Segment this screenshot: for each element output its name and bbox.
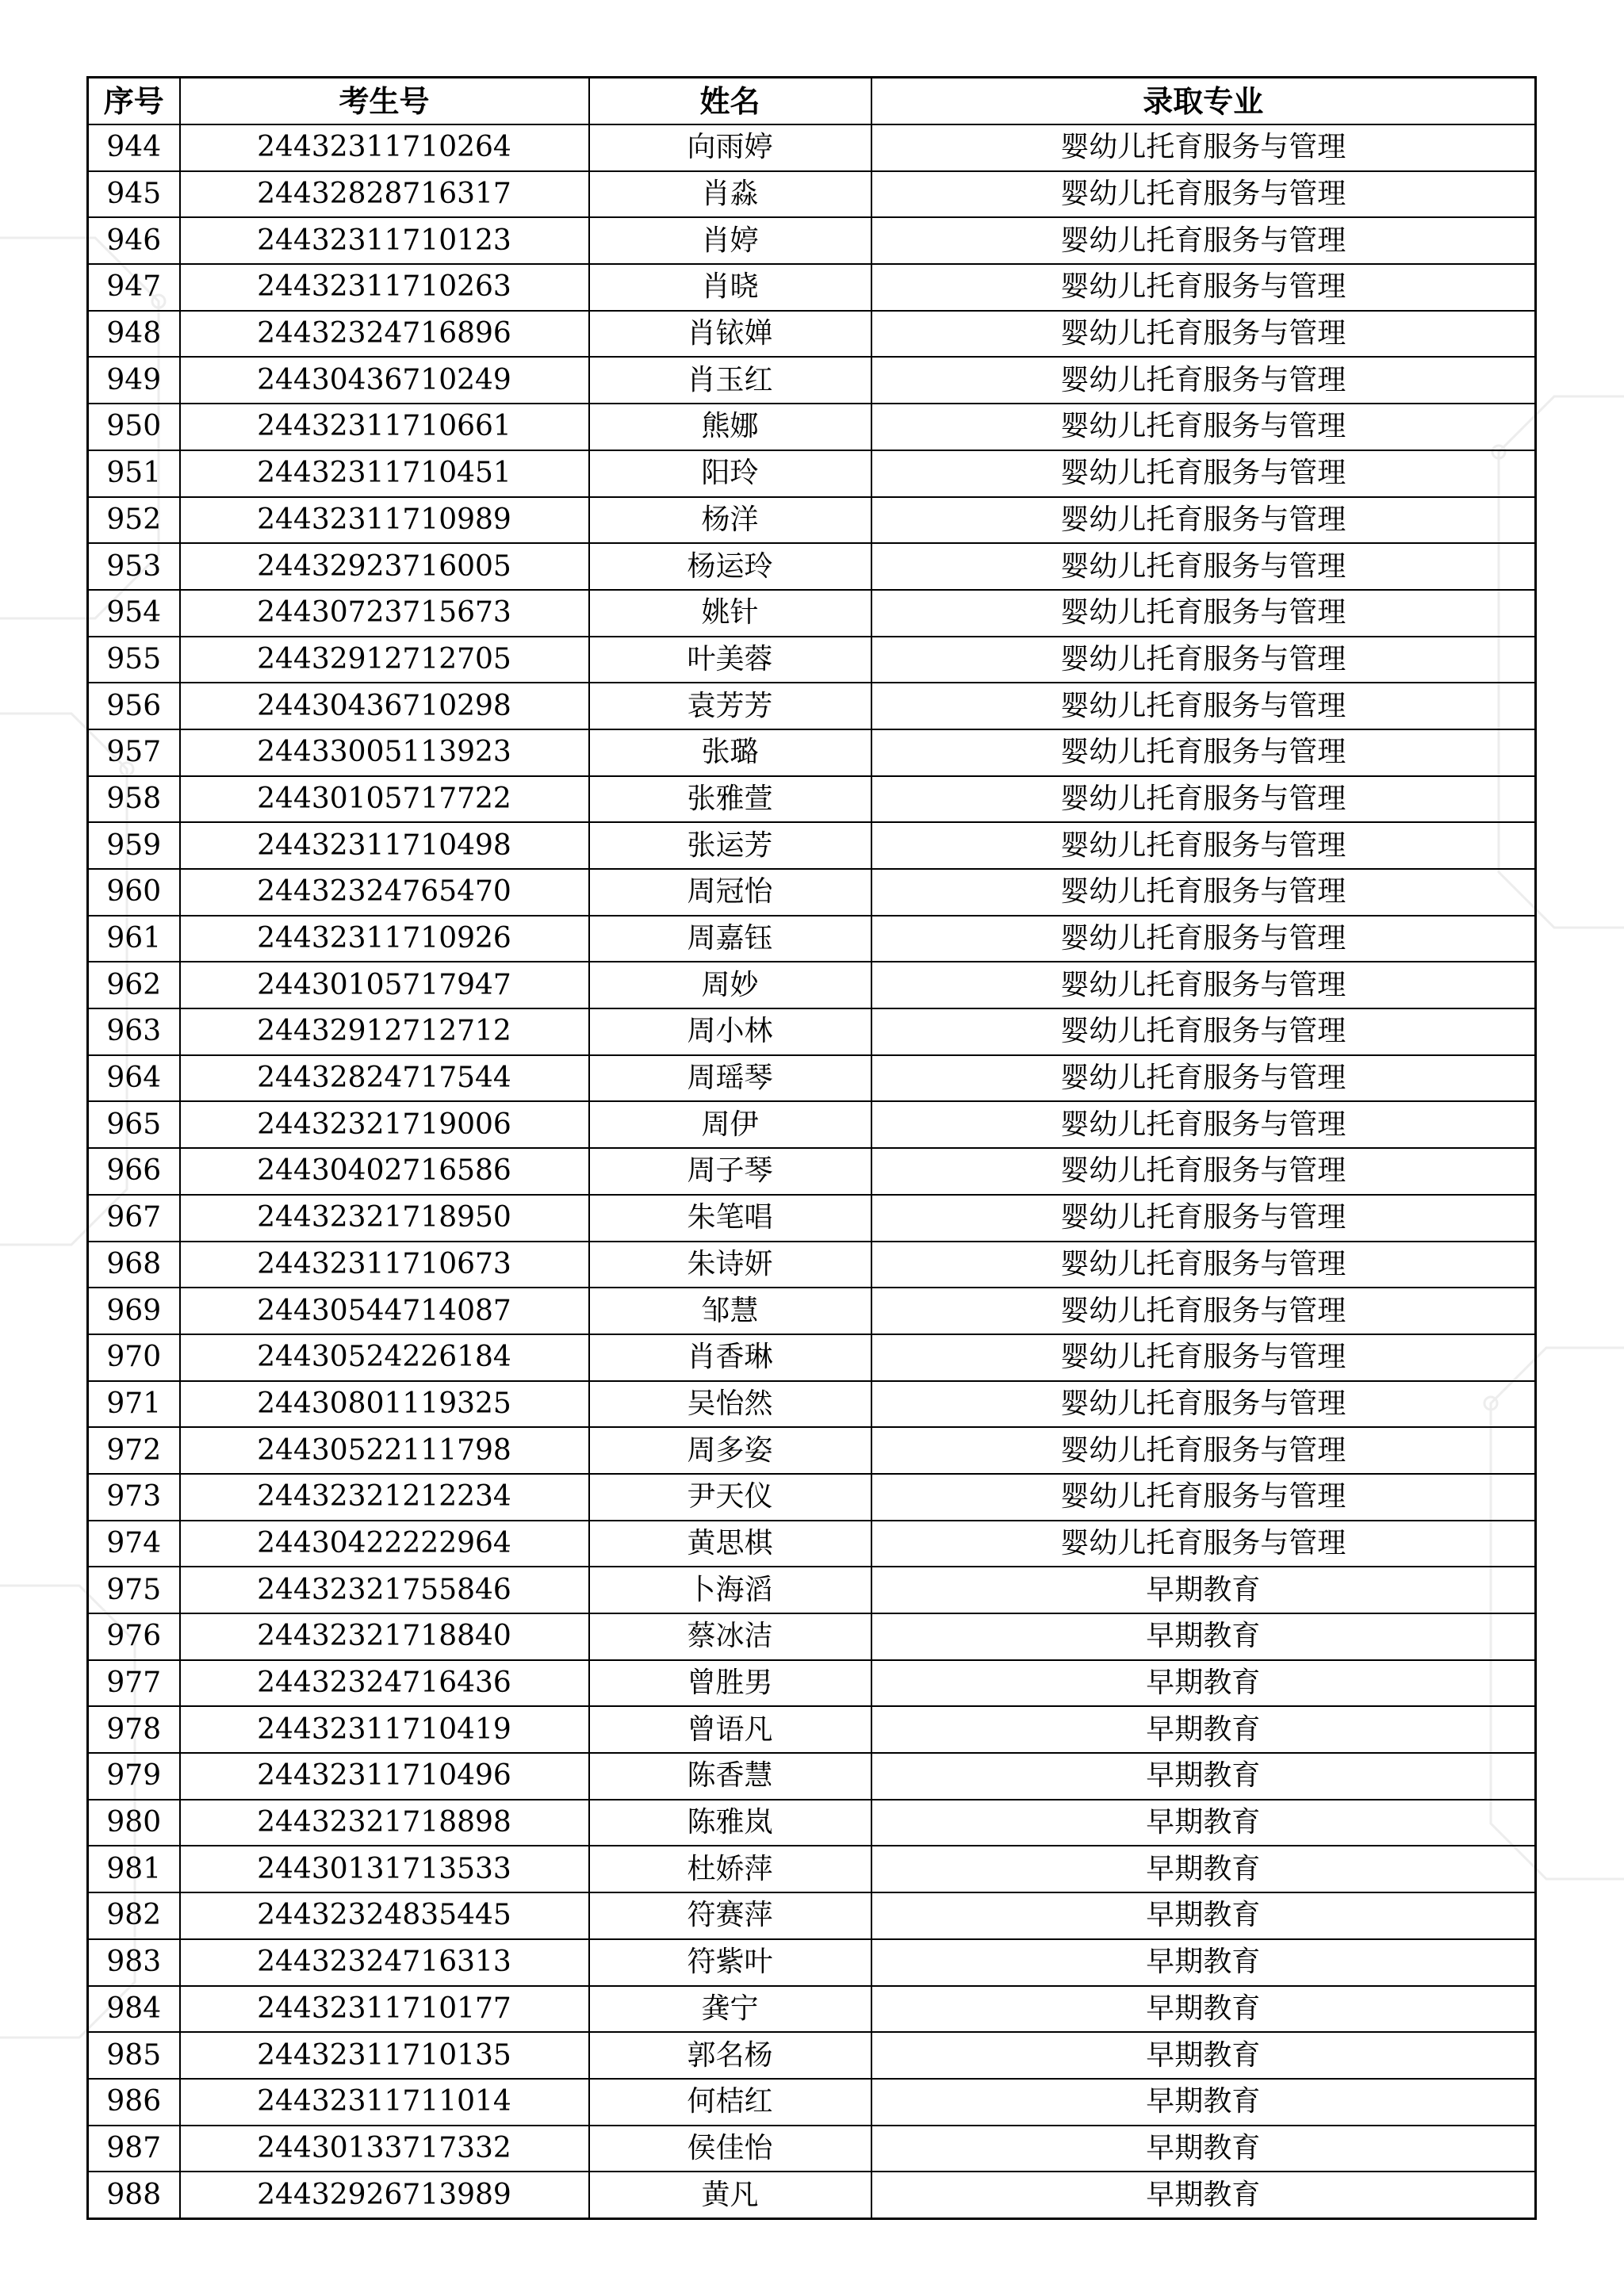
- name-cell: 叶美蓉: [589, 637, 871, 683]
- major-cell: 婴幼儿托育服务与管理: [871, 1242, 1536, 1288]
- serial-cell: 944: [88, 124, 180, 171]
- name-cell: 熊娜: [589, 404, 871, 450]
- exam-number-cell: 24432324835445: [180, 1892, 589, 1939]
- name-cell: 符赛萍: [589, 1892, 871, 1939]
- header-serial: 序号: [88, 78, 180, 125]
- serial-cell: 953: [88, 543, 180, 590]
- table-row: [88, 450, 1536, 497]
- exam-number-cell: 24430524226184: [180, 1334, 589, 1381]
- name-cell: 周子琴: [589, 1148, 871, 1195]
- major-cell: 婴幼儿托育服务与管理: [871, 217, 1536, 264]
- exam-number-cell: 24430131713533: [180, 1846, 589, 1892]
- name-cell: 张璐: [589, 729, 871, 776]
- major-cell: 婴幼儿托育服务与管理: [871, 1101, 1536, 1148]
- table-row: [88, 2079, 1536, 2126]
- table-row: [88, 1101, 1536, 1148]
- serial-cell: 984: [88, 1986, 180, 2033]
- exam-number-cell: 24432321212234: [180, 1474, 589, 1521]
- serial-cell: 976: [88, 1613, 180, 1660]
- name-cell: 张雅萱: [589, 776, 871, 823]
- table-row: [88, 1148, 1536, 1195]
- serial-cell: 958: [88, 776, 180, 823]
- table-row: [88, 2032, 1536, 2079]
- major-cell: 早期教育: [871, 2032, 1536, 2079]
- table-row: [88, 916, 1536, 962]
- name-cell: 阳玲: [589, 450, 871, 497]
- name-cell: 张运芳: [589, 822, 871, 869]
- table-row: [88, 2126, 1536, 2172]
- major-cell: 早期教育: [871, 1939, 1536, 1986]
- major-cell: 婴幼儿托育服务与管理: [871, 822, 1536, 869]
- exam-number-cell: 24432828716317: [180, 171, 589, 218]
- table-row: [88, 2172, 1536, 2218]
- table-row: [88, 637, 1536, 683]
- major-cell: 婴幼儿托育服务与管理: [871, 869, 1536, 916]
- serial-cell: 966: [88, 1148, 180, 1195]
- major-cell: 婴幼儿托育服务与管理: [871, 590, 1536, 637]
- serial-cell: 969: [88, 1288, 180, 1334]
- major-cell: 婴幼儿托育服务与管理: [871, 1195, 1536, 1242]
- name-cell: 何桔红: [589, 2079, 871, 2126]
- major-cell: 早期教育: [871, 2126, 1536, 2172]
- table-row: [88, 497, 1536, 544]
- major-cell: 婴幼儿托育服务与管理: [871, 1334, 1536, 1381]
- exam-number-cell: 24432311710496: [180, 1753, 589, 1800]
- serial-cell: 974: [88, 1521, 180, 1567]
- major-cell: 婴幼儿托育服务与管理: [871, 1055, 1536, 1102]
- major-cell: 婴幼儿托育服务与管理: [871, 916, 1536, 962]
- exam-number-cell: 24432311710451: [180, 450, 589, 497]
- name-cell: 肖香琳: [589, 1334, 871, 1381]
- name-cell: 曾胜男: [589, 1660, 871, 1707]
- exam-number-cell: 24432324716313: [180, 1939, 589, 1986]
- serial-cell: 947: [88, 264, 180, 311]
- major-cell: 早期教育: [871, 1892, 1536, 1939]
- table-row: [88, 217, 1536, 264]
- serial-cell: 957: [88, 729, 180, 776]
- table-row: [88, 1753, 1536, 1800]
- table-row: [88, 404, 1536, 450]
- header-major: 录取专业: [871, 78, 1536, 125]
- serial-cell: 981: [88, 1846, 180, 1892]
- table-row: [88, 822, 1536, 869]
- name-cell: 杨洋: [589, 497, 871, 544]
- exam-number-cell: 24432311710135: [180, 2032, 589, 2079]
- exam-number-cell: 24432311711014: [180, 2079, 589, 2126]
- exam-number-cell: 24430105717722: [180, 776, 589, 823]
- serial-cell: 956: [88, 683, 180, 729]
- serial-cell: 951: [88, 450, 180, 497]
- exam-number-cell: 24430133717332: [180, 2126, 589, 2172]
- major-cell: 早期教育: [871, 1660, 1536, 1707]
- serial-cell: 975: [88, 1567, 180, 1613]
- exam-number-cell: 24432324716896: [180, 311, 589, 358]
- name-cell: 肖婷: [589, 217, 871, 264]
- major-cell: 婴幼儿托育服务与管理: [871, 962, 1536, 1008]
- serial-cell: 965: [88, 1101, 180, 1148]
- major-cell: 婴幼儿托育服务与管理: [871, 729, 1536, 776]
- exam-number-cell: 24432311710419: [180, 1706, 589, 1753]
- table-row: [88, 1381, 1536, 1428]
- serial-cell: 967: [88, 1195, 180, 1242]
- table-row: [88, 264, 1536, 311]
- major-cell: 婴幼儿托育服务与管理: [871, 264, 1536, 311]
- serial-cell: 985: [88, 2032, 180, 2079]
- major-cell: 早期教育: [871, 1567, 1536, 1613]
- major-cell: 婴幼儿托育服务与管理: [871, 311, 1536, 358]
- serial-cell: 977: [88, 1660, 180, 1707]
- exam-number-cell: 24432311710661: [180, 404, 589, 450]
- name-cell: 黄凡: [589, 2172, 871, 2218]
- name-cell: 邹慧: [589, 1288, 871, 1334]
- table-row: [88, 776, 1536, 823]
- table-row: [88, 357, 1536, 404]
- serial-cell: 960: [88, 869, 180, 916]
- table-row: [88, 543, 1536, 590]
- major-cell: 早期教育: [871, 2079, 1536, 2126]
- major-cell: 婴幼儿托育服务与管理: [871, 497, 1536, 544]
- serial-cell: 950: [88, 404, 180, 450]
- exam-number-cell: 24430522111798: [180, 1427, 589, 1474]
- serial-cell: 987: [88, 2126, 180, 2172]
- exam-number-cell: 24430402716586: [180, 1148, 589, 1195]
- exam-number-cell: 24432912712705: [180, 637, 589, 683]
- major-cell: 婴幼儿托育服务与管理: [871, 1008, 1536, 1055]
- major-cell: 早期教育: [871, 1846, 1536, 1892]
- name-cell: 符紫叶: [589, 1939, 871, 1986]
- exam-number-cell: 24430436710249: [180, 357, 589, 404]
- exam-number-cell: 24432311710123: [180, 217, 589, 264]
- major-cell: 早期教育: [871, 1753, 1536, 1800]
- admission-list-sheet: [86, 76, 1534, 2220]
- major-cell: 婴幼儿托育服务与管理: [871, 1474, 1536, 1521]
- exam-number-cell: 24432311710264: [180, 124, 589, 171]
- name-cell: 吴怡然: [589, 1381, 871, 1428]
- major-cell: 婴幼儿托育服务与管理: [871, 357, 1536, 404]
- major-cell: 早期教育: [871, 1613, 1536, 1660]
- table-row: [88, 1427, 1536, 1474]
- serial-cell: 961: [88, 916, 180, 962]
- name-cell: 周伊: [589, 1101, 871, 1148]
- table-row: [88, 729, 1536, 776]
- serial-cell: 954: [88, 590, 180, 637]
- serial-cell: 973: [88, 1474, 180, 1521]
- table-header-row: [88, 78, 1536, 125]
- major-cell: 婴幼儿托育服务与管理: [871, 776, 1536, 823]
- exam-number-cell: 24433005113923: [180, 729, 589, 776]
- name-cell: 肖晓: [589, 264, 871, 311]
- serial-cell: 948: [88, 311, 180, 358]
- table-row: [88, 962, 1536, 1008]
- name-cell: 向雨婷: [589, 124, 871, 171]
- name-cell: 肖铱婵: [589, 311, 871, 358]
- table-row: [88, 1055, 1536, 1102]
- table-body: [88, 124, 1536, 2218]
- name-cell: 龚宁: [589, 1986, 871, 2033]
- table-row: [88, 1242, 1536, 1288]
- serial-cell: 972: [88, 1427, 180, 1474]
- table-row: [88, 1846, 1536, 1892]
- major-cell: 婴幼儿托育服务与管理: [871, 450, 1536, 497]
- exam-number-cell: 24430544714087: [180, 1288, 589, 1334]
- major-cell: 婴幼儿托育服务与管理: [871, 171, 1536, 218]
- name-cell: 周冠怡: [589, 869, 871, 916]
- table-row: [88, 1334, 1536, 1381]
- serial-cell: 964: [88, 1055, 180, 1102]
- table-row: [88, 1195, 1536, 1242]
- major-cell: 婴幼儿托育服务与管理: [871, 1427, 1536, 1474]
- serial-cell: 945: [88, 171, 180, 218]
- name-cell: 黄思棋: [589, 1521, 871, 1567]
- exam-number-cell: 24432926713989: [180, 2172, 589, 2218]
- major-cell: 婴幼儿托育服务与管理: [871, 637, 1536, 683]
- exam-number-cell: 24432912712712: [180, 1008, 589, 1055]
- table-row: [88, 171, 1536, 218]
- exam-number-cell: 24432321755846: [180, 1567, 589, 1613]
- exam-number-cell: 24430422222964: [180, 1521, 589, 1567]
- serial-cell: 986: [88, 2079, 180, 2126]
- table-row: [88, 1939, 1536, 1986]
- table-row: [88, 1800, 1536, 1846]
- name-cell: 肖淼: [589, 171, 871, 218]
- table-row: [88, 1986, 1536, 2033]
- exam-number-cell: 24432321718840: [180, 1613, 589, 1660]
- exam-number-cell: 24430436710298: [180, 683, 589, 729]
- exam-number-cell: 24432321718898: [180, 1800, 589, 1846]
- table-row: [88, 1521, 1536, 1567]
- major-cell: 婴幼儿托育服务与管理: [871, 124, 1536, 171]
- exam-number-cell: 24432321718950: [180, 1195, 589, 1242]
- serial-cell: 968: [88, 1242, 180, 1288]
- major-cell: 婴幼儿托育服务与管理: [871, 1148, 1536, 1195]
- serial-cell: 979: [88, 1753, 180, 1800]
- header-name: 姓名: [589, 78, 871, 125]
- exam-number-cell: 24432311710263: [180, 264, 589, 311]
- major-cell: 婴幼儿托育服务与管理: [871, 1381, 1536, 1428]
- table-row: [88, 869, 1536, 916]
- serial-cell: 962: [88, 962, 180, 1008]
- table-row: [88, 311, 1536, 358]
- serial-cell: 955: [88, 637, 180, 683]
- exam-number-cell: 24432324716436: [180, 1660, 589, 1707]
- name-cell: 周小林: [589, 1008, 871, 1055]
- table-row: [88, 590, 1536, 637]
- major-cell: 早期教育: [871, 1986, 1536, 2033]
- exam-number-cell: 24432311710673: [180, 1242, 589, 1288]
- admission-table: [86, 76, 1537, 2220]
- name-cell: 杨运玲: [589, 543, 871, 590]
- exam-number-cell: 24432311710926: [180, 916, 589, 962]
- name-cell: 杜娇萍: [589, 1846, 871, 1892]
- header-exam-number: 考生号: [180, 78, 589, 125]
- table-row: [88, 1892, 1536, 1939]
- table-row: [88, 1288, 1536, 1334]
- name-cell: 陈雅岚: [589, 1800, 871, 1846]
- serial-cell: 959: [88, 822, 180, 869]
- serial-cell: 982: [88, 1892, 180, 1939]
- name-cell: 蔡冰洁: [589, 1613, 871, 1660]
- serial-cell: 963: [88, 1008, 180, 1055]
- name-cell: 周多姿: [589, 1427, 871, 1474]
- name-cell: 周妙: [589, 962, 871, 1008]
- serial-cell: 988: [88, 2172, 180, 2218]
- exam-number-cell: 24432311710177: [180, 1986, 589, 2033]
- table-row: [88, 1613, 1536, 1660]
- major-cell: 婴幼儿托育服务与管理: [871, 1288, 1536, 1334]
- serial-cell: 949: [88, 357, 180, 404]
- table-row: [88, 124, 1536, 171]
- exam-number-cell: 24432311710498: [180, 822, 589, 869]
- exam-number-cell: 24432923716005: [180, 543, 589, 590]
- name-cell: 周瑶琴: [589, 1055, 871, 1102]
- name-cell: 卜海滔: [589, 1567, 871, 1613]
- serial-cell: 970: [88, 1334, 180, 1381]
- serial-cell: 971: [88, 1381, 180, 1428]
- serial-cell: 952: [88, 497, 180, 544]
- name-cell: 姚针: [589, 590, 871, 637]
- major-cell: 早期教育: [871, 1800, 1536, 1846]
- table-row: [88, 1567, 1536, 1613]
- name-cell: 曾语凡: [589, 1706, 871, 1753]
- table-row: [88, 683, 1536, 729]
- name-cell: 朱诗妍: [589, 1242, 871, 1288]
- exam-number-cell: 24432311710989: [180, 497, 589, 544]
- major-cell: 婴幼儿托育服务与管理: [871, 543, 1536, 590]
- name-cell: 周嘉钰: [589, 916, 871, 962]
- name-cell: 肖玉红: [589, 357, 871, 404]
- name-cell: 侯佳怡: [589, 2126, 871, 2172]
- table-row: [88, 1660, 1536, 1707]
- name-cell: 郭名杨: [589, 2032, 871, 2079]
- major-cell: 婴幼儿托育服务与管理: [871, 404, 1536, 450]
- name-cell: 尹天仪: [589, 1474, 871, 1521]
- major-cell: 婴幼儿托育服务与管理: [871, 1521, 1536, 1567]
- exam-number-cell: 24430105717947: [180, 962, 589, 1008]
- exam-number-cell: 24430723715673: [180, 590, 589, 637]
- name-cell: 袁芳芳: [589, 683, 871, 729]
- exam-number-cell: 24432824717544: [180, 1055, 589, 1102]
- major-cell: 婴幼儿托育服务与管理: [871, 683, 1536, 729]
- table-row: [88, 1008, 1536, 1055]
- major-cell: 早期教育: [871, 1706, 1536, 1753]
- name-cell: 朱笔唱: [589, 1195, 871, 1242]
- table-row: [88, 1474, 1536, 1521]
- serial-cell: 978: [88, 1706, 180, 1753]
- major-cell: 早期教育: [871, 2172, 1536, 2218]
- exam-number-cell: 24432324765470: [180, 869, 589, 916]
- exam-number-cell: 24430801119325: [180, 1381, 589, 1428]
- exam-number-cell: 24432321719006: [180, 1101, 589, 1148]
- serial-cell: 983: [88, 1939, 180, 1986]
- serial-cell: 980: [88, 1800, 180, 1846]
- name-cell: 陈香慧: [589, 1753, 871, 1800]
- table-row: [88, 1706, 1536, 1753]
- serial-cell: 946: [88, 217, 180, 264]
